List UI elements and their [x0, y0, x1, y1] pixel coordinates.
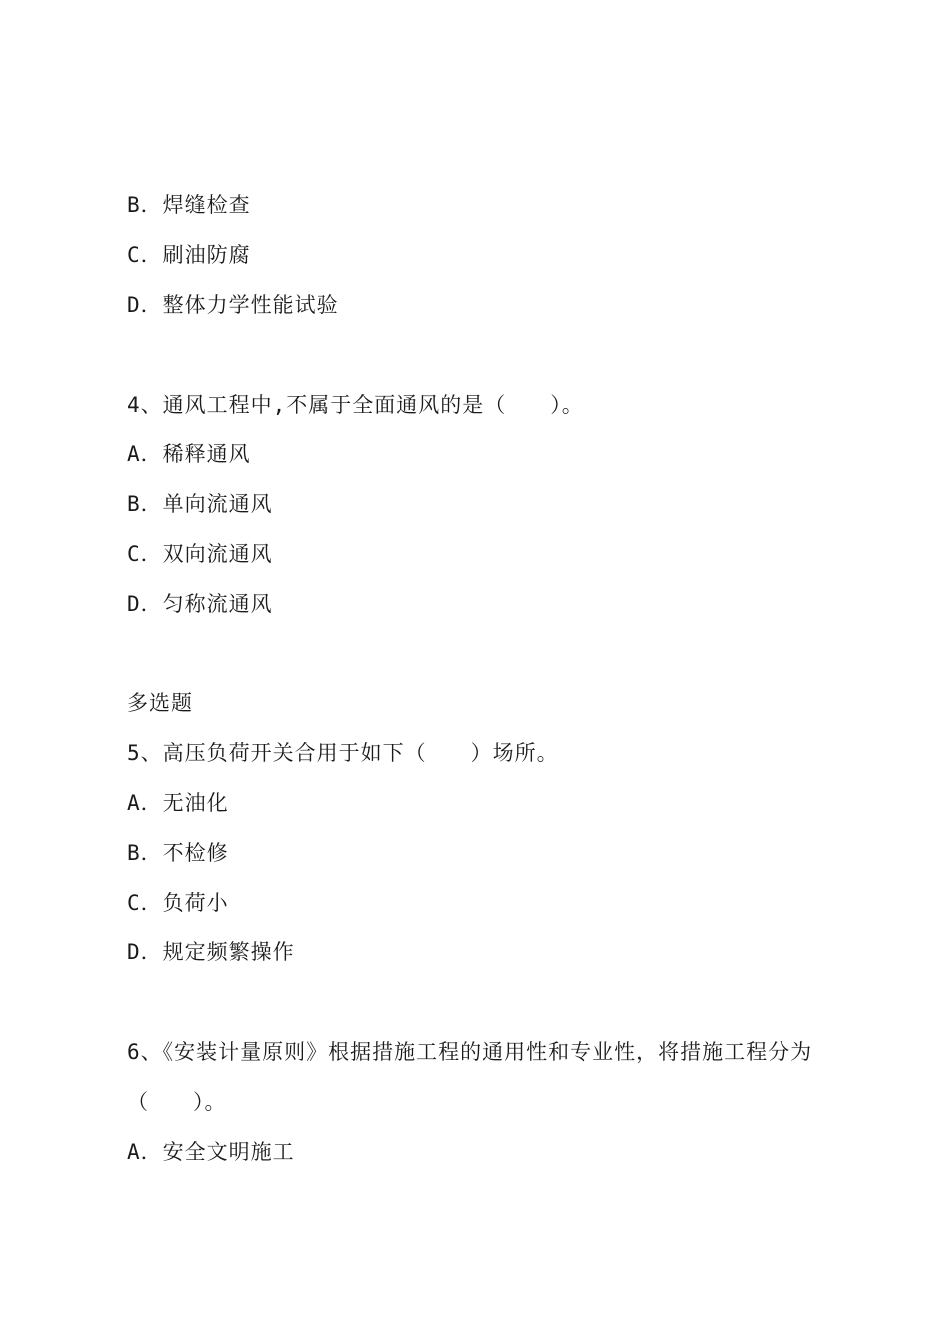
- q4-option-d: D．匀称流通风: [127, 592, 273, 616]
- q5-option-d: D．规定频繁操作: [127, 940, 295, 964]
- q4-option-b: B．单向流通风: [127, 492, 273, 516]
- q4-option-c: C．双向流通风: [127, 542, 273, 566]
- q4-stem: 4、通风工程中,不属于全面通风的是（ ）。: [127, 393, 584, 417]
- q6-stem-line2: （ ）。: [127, 1090, 227, 1114]
- q5-option-a: A．无油化: [127, 791, 229, 815]
- q3-option-c: C．刷油防腐: [127, 243, 251, 267]
- section-title: 多选题: [127, 691, 193, 715]
- q5-option-b: B．不检修: [127, 841, 229, 865]
- q6-stem-line1: 6、《安装计量原则》根据措施工程的通用性和专业性，将措施工程分为: [127, 1040, 813, 1064]
- q5-option-c: C．负荷小: [127, 891, 229, 915]
- q6-option-a: A．安全文明施工: [127, 1140, 295, 1164]
- q5-stem: 5、高压负荷开关合用于如下（ ）场所。: [127, 741, 559, 765]
- q3-option-b: B．焊缝检查: [127, 193, 251, 217]
- q4-option-a: A．稀释通风: [127, 442, 251, 466]
- q3-option-d: D．整体力学性能试验: [127, 293, 339, 317]
